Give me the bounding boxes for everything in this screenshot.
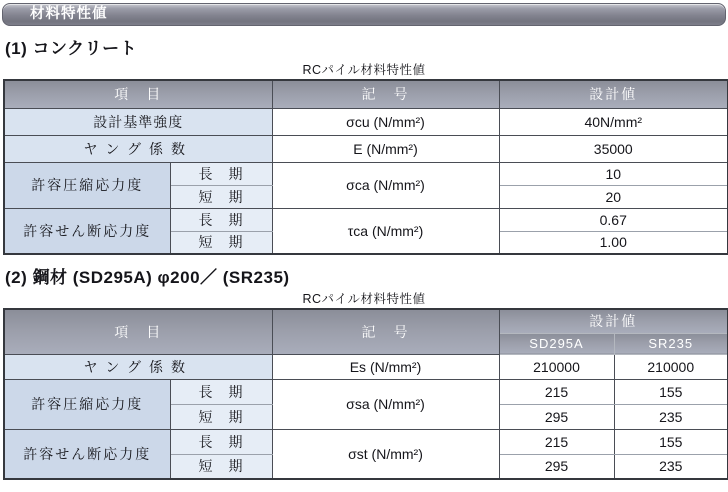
row-label-youngs-modulus: ヤング係数: [4, 135, 272, 162]
section-steel: [2, 263, 726, 480]
value-cell: 10: [499, 162, 728, 185]
row-label-allowable-compressive: 許容圧縮応力度: [4, 379, 170, 429]
table-row: [4, 429, 728, 454]
value-cell: 40N/mm²: [499, 108, 728, 135]
symbol-cell: σst (N/mm²): [272, 429, 499, 479]
table-row: [4, 354, 728, 379]
section-concrete: [2, 34, 726, 255]
symbol-cell: σca (N/mm²): [272, 162, 499, 208]
table-caption-concrete: RCパイル材料特性値: [302, 63, 426, 77]
row-label-allowable-shear: 許容せん断応力度: [4, 208, 170, 254]
row-label-design-strength: 設計基準強度: [4, 108, 272, 135]
value-cell-sd295a: 210000: [499, 354, 614, 379]
table-row: [4, 379, 728, 404]
row-label-youngs-modulus: ヤング係数: [4, 354, 272, 379]
value-cell-sr235: 235: [614, 404, 728, 429]
period-long-cell: 長 期: [170, 208, 272, 231]
value-cell-sr235: 155: [614, 379, 728, 404]
table-row: [4, 208, 728, 231]
period-short-cell: 短 期: [170, 404, 272, 429]
table-header-row: [4, 309, 728, 333]
symbol-cell: Es (N/mm²): [272, 354, 499, 379]
value-cell: 35000: [499, 135, 728, 162]
table-caption-steel: RCパイル材料特性値: [302, 292, 426, 306]
table-row: [4, 135, 728, 162]
col-header-symbol: 記 号: [272, 309, 499, 354]
value-cell-sr235: 210000: [614, 354, 728, 379]
section-heading-concrete: (1) コンクリート: [5, 39, 138, 58]
value-cell-sr235: 235: [614, 454, 728, 479]
value-cell-sd295a: 215: [499, 379, 614, 404]
symbol-cell: σcu (N/mm²): [272, 108, 499, 135]
value-cell-sd295a: 295: [499, 454, 614, 479]
row-label-allowable-shear: 許容せん断応力度: [4, 429, 170, 479]
symbol-cell: σsa (N/mm²): [272, 379, 499, 429]
section-heading-steel: (2) 鋼材 (SD295A) φ200／ (SR235): [5, 268, 290, 287]
period-long-cell: 長 期: [170, 379, 272, 404]
value-cell-sd295a: 295: [499, 404, 614, 429]
period-short-cell: 短 期: [170, 231, 272, 254]
value-cell: 20: [499, 185, 728, 208]
symbol-cell: τca (N/mm²): [272, 208, 499, 254]
value-cell-sr235: 155: [614, 429, 728, 454]
page-title: 材料特性値: [30, 6, 108, 22]
steel-table: [3, 308, 728, 480]
col-header-value: 設計値: [499, 309, 728, 333]
value-cell: 0.67: [499, 208, 728, 231]
period-short-cell: 短 期: [170, 454, 272, 479]
value-cell: 1.00: [499, 231, 728, 254]
col-header-symbol: 記 号: [272, 80, 499, 108]
col-header-value: 設計値: [499, 80, 728, 108]
col-header-item: 項 目: [4, 80, 272, 108]
col-header-sd295a: SD295A: [499, 333, 614, 354]
period-short-cell: 短 期: [170, 185, 272, 208]
value-cell-sd295a: 215: [499, 429, 614, 454]
symbol-cell: E (N/mm²): [272, 135, 499, 162]
table-row: [4, 108, 728, 135]
period-long-cell: 長 期: [170, 162, 272, 185]
table-row: [4, 162, 728, 185]
row-label-allowable-compressive: 許容圧縮応力度: [4, 162, 170, 208]
period-long-cell: 長 期: [170, 429, 272, 454]
col-header-sr235: SR235: [614, 333, 728, 354]
page-title-bar: [2, 3, 726, 26]
table-header-row: [4, 80, 728, 108]
concrete-table: [3, 79, 728, 255]
col-header-item: 項 目: [4, 309, 272, 354]
